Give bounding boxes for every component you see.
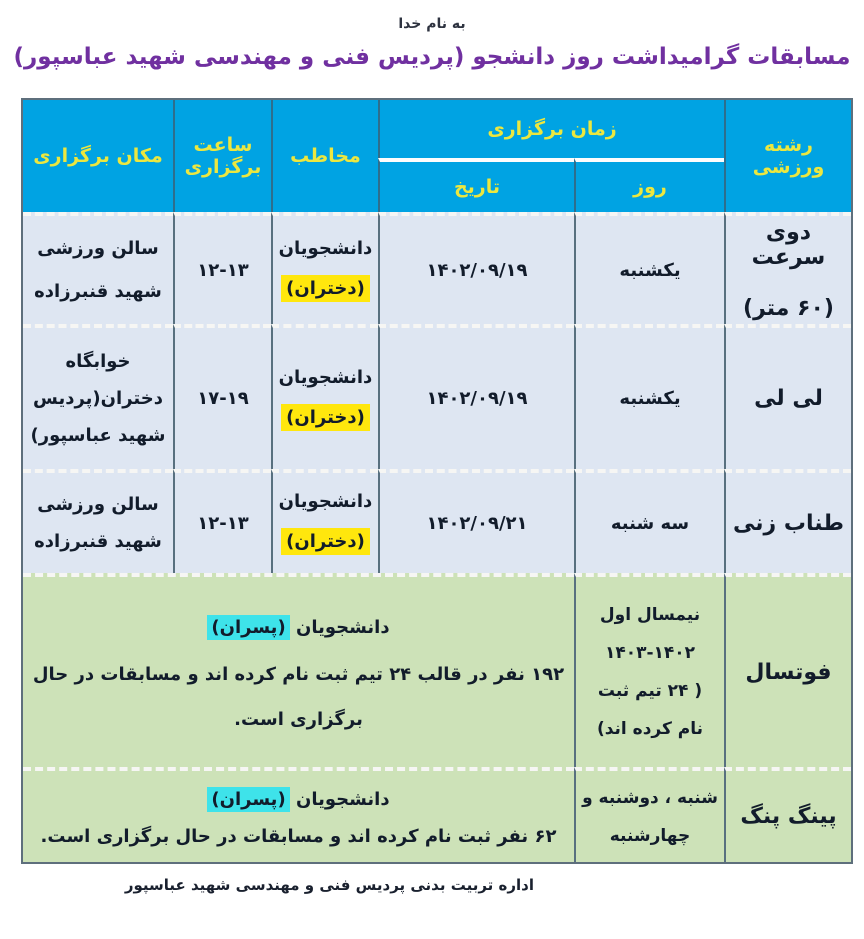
col-header-time-group: زمان برگزاری: [378, 100, 724, 158]
sprint-sport-line2: (۶۰ متر): [743, 295, 834, 321]
leyli-date-cell: ۱۴۰۲/۰۹/۱۹: [378, 324, 574, 469]
col-header-audience: مخاطب: [271, 100, 378, 212]
rope-location-line1: سالن ورزشی: [37, 494, 159, 515]
table-row-futsal: [23, 573, 851, 767]
futsal-term-line4: نام کرده اند): [596, 719, 704, 739]
futsal-term-line1: نیمسال اول: [599, 605, 701, 625]
col-header-sport: رشته ورزشی: [724, 100, 851, 212]
rope-audience-cell: [271, 469, 378, 573]
rope-location-line2: شهید قنبرزاده: [34, 531, 162, 552]
leyli-location-line1: خوابگاه: [65, 351, 131, 372]
page-title: مسابقات گرامیداشت روز دانشجو (پردیس فنی و مهندسی شهید عباسپور): [13, 44, 851, 70]
leyli-day-cell: یکشنبه: [574, 324, 724, 469]
futsal-sport-cell: فوتسال: [724, 573, 851, 767]
footer-text: اداره تربیت بدنی پردیس فنی و مهندسی شهید عباسپور: [124, 876, 534, 894]
leyli-location-line3: شهید عباسپور): [30, 425, 166, 446]
sprint-sport-cell: [724, 212, 851, 324]
pingpong-audience-line: [207, 787, 389, 812]
sprint-location-cell: [23, 212, 173, 324]
futsal-audience-label: دانشجویان: [295, 616, 390, 638]
sprint-date-cell: ۱۴۰۲/۰۹/۱۹: [378, 212, 574, 324]
leyli-audience-group-highlight: (دختران): [281, 404, 370, 431]
col-header-day: روز: [574, 158, 724, 212]
table-row-rope: [23, 469, 851, 573]
leyli-audience-label: دانشجویان: [278, 366, 373, 388]
sprint-location-line2: شهید قنبرزاده: [34, 281, 162, 302]
pingpong-term-line2: چهارشنبه: [609, 825, 691, 846]
leyli-audience-cell: [271, 324, 378, 469]
pingpong-audience-group-highlight: (پسران): [207, 787, 289, 812]
sprint-sport-line1: دوی سرعت: [751, 219, 826, 270]
col-header-date: تاریخ: [378, 158, 574, 212]
header-row-top: [23, 100, 851, 158]
table-header: [23, 100, 851, 212]
table-row-sprint: [23, 212, 851, 324]
rope-sport-cell: طناب زنی: [724, 469, 851, 573]
col-header-location: مکان برگزاری: [23, 100, 173, 212]
sprint-hour-cell: ۱۲-۱۳: [173, 212, 271, 324]
sprint-day-cell: یکشنبه: [574, 212, 724, 324]
pingpong-detail-line1: ۶۲ نفر ثبت نام کرده اند و مسابقات در حال برگزاری است.: [40, 825, 557, 847]
leyli-location-line2: دختران(پردیس: [33, 388, 163, 409]
pingpong-detail-cell: [23, 767, 574, 862]
futsal-audience-line: [207, 615, 389, 640]
rope-audience-group-highlight: (دختران): [281, 528, 370, 555]
futsal-term-cell: [574, 573, 724, 767]
competition-schedule-table: [21, 98, 853, 864]
rope-hour-cell: ۱۲-۱۳: [173, 469, 271, 573]
futsal-audience-group-highlight: (پسران): [207, 615, 289, 640]
futsal-term-line2: ۱۴۰۳-۱۴۰۲: [604, 643, 696, 663]
rope-audience-label: دانشجویان: [278, 491, 373, 512]
futsal-term-line3: ( ۲۴ تیم ثبت: [597, 681, 703, 701]
table-row-pingpong: [23, 767, 851, 862]
pingpong-term-line1: شنبه ، دوشنبه و: [582, 787, 718, 808]
pingpong-term-cell: [574, 767, 724, 862]
sprint-location-line1: سالن ورزشی: [37, 238, 159, 259]
sprint-audience-group-highlight: (دختران): [281, 275, 370, 302]
rope-date-cell: ۱۴۰۲/۰۹/۲۱: [378, 469, 574, 573]
pingpong-audience-label: دانشجویان: [295, 788, 390, 810]
futsal-detail-cell: [23, 573, 574, 767]
futsal-detail-line1: ۱۹۲ نفر در قالب ۲۴ تیم ثبت نام کرده اند و مسابقات در حال: [32, 663, 565, 685]
leyli-sport-cell: لی لی: [724, 324, 851, 469]
leyli-hour-cell: ۱۷-۱۹: [173, 324, 271, 469]
futsal-detail-line2: برگزاری است.: [234, 708, 363, 730]
rope-day-cell: سه شنبه: [574, 469, 724, 573]
sprint-audience-label: دانشجویان: [278, 238, 373, 259]
table-row-leyli: [23, 324, 851, 469]
leyli-location-cell: [23, 324, 173, 469]
sprint-audience-cell: [271, 212, 378, 324]
bismillah-text: به نام خدا: [398, 16, 466, 32]
col-header-hour: ساعت برگزاری: [173, 100, 271, 212]
rope-location-cell: [23, 469, 173, 573]
pingpong-sport-cell: پینگ پنگ: [724, 767, 851, 862]
